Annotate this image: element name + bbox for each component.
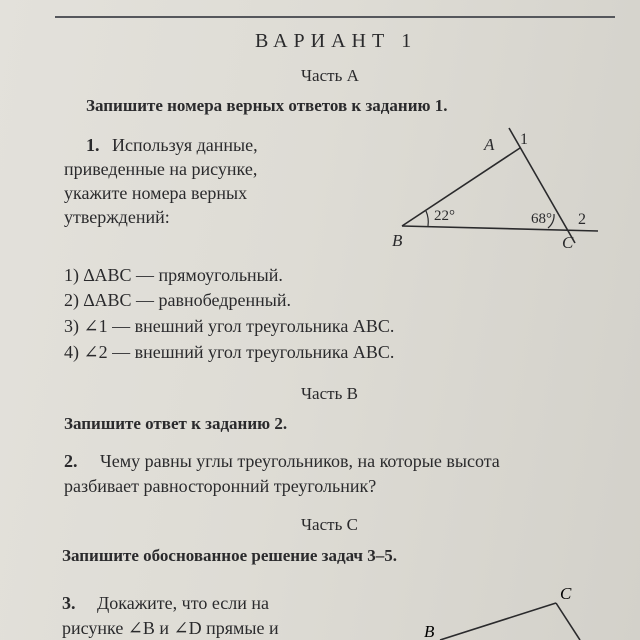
label-c: C <box>562 233 574 252</box>
part-b-title: Часть В <box>301 384 358 403</box>
label-c: C <box>560 585 572 603</box>
segment-bc <box>440 603 556 640</box>
task-3-line: Докажите, что если на <box>97 593 270 613</box>
part-b-instruction: Запишите ответ к заданию 2. <box>64 414 288 433</box>
task-3-figure <box>410 585 610 640</box>
angle-b-value: 22° <box>434 208 455 224</box>
task-2-line: Чему равны углы треугольников, на которые высота <box>100 451 500 471</box>
task-3-line: рисунке ∠B и ∠D прямые и <box>62 618 279 638</box>
option-1: 1) ∆ABC — прямоугольный. <box>64 265 283 285</box>
task-1-line: утверждений: <box>64 207 170 227</box>
label-b: B <box>424 622 435 640</box>
label-2: 2 <box>578 211 586 228</box>
label-a: A <box>484 135 495 154</box>
option-2: 2) ∆ABC — равнобедренный. <box>64 290 291 310</box>
part-c-instruction: Запишите обоснованное решение задач 3–5. <box>62 546 398 565</box>
task-1-line: Используя данные, <box>112 135 258 155</box>
part-a-title: Часть А <box>301 66 359 85</box>
task-3-number: 3. <box>62 593 76 613</box>
part-a-instruction: Запишите номера верных ответов к заданию 1. <box>86 96 448 115</box>
task-2-line: разбивает равносторонний треугольник? <box>64 476 377 496</box>
segment-c-down <box>556 603 580 640</box>
variant-title: ВАРИАНТ 1 <box>255 30 418 52</box>
side-ab <box>402 148 520 226</box>
part-c-title: Часть С <box>301 515 358 534</box>
task-1-line: укажите номера верных <box>64 183 248 203</box>
task-1-number: 1. <box>86 135 100 155</box>
label-1: 1 <box>520 131 528 148</box>
option-4: 4) ∠2 — внешний угол треугольника ABC. <box>64 342 395 362</box>
angle-c-value: 68° <box>531 211 552 227</box>
task-2-number: 2. <box>64 451 78 471</box>
angle-b-arc <box>426 211 428 226</box>
bleed-through-text <box>465 27 640 630</box>
option-3: 3) ∠1 — внешний угол треугольника ABC. <box>64 316 395 336</box>
label-b: B <box>392 231 403 250</box>
task-1-line: приведенные на рисунке, <box>64 159 258 179</box>
top-rule <box>55 16 615 18</box>
triangle-figure <box>388 126 608 261</box>
